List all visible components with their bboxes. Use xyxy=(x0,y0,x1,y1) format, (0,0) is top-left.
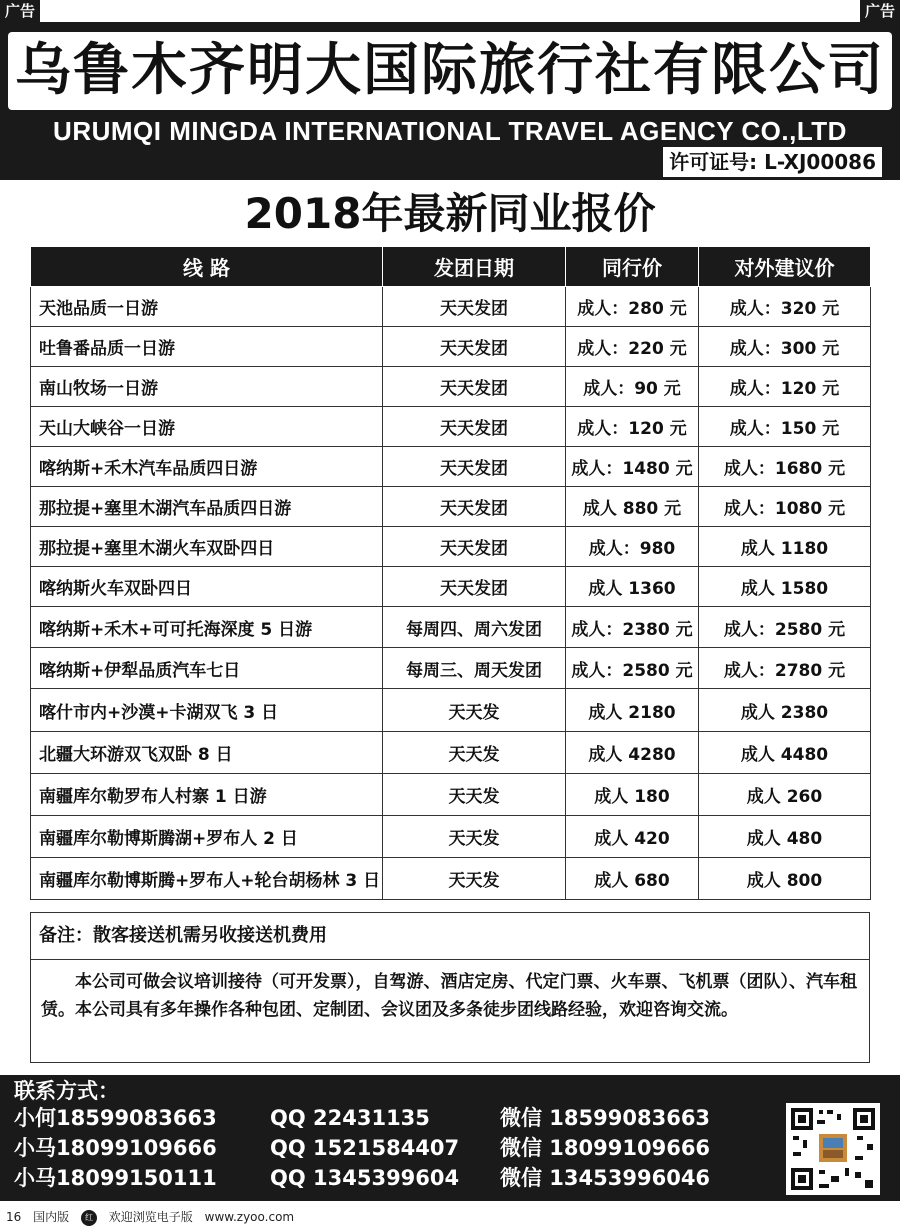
table-row xyxy=(31,367,871,407)
qr-code-icon xyxy=(786,1103,880,1195)
retail-price-cell: 成人：1080 元 xyxy=(699,487,871,527)
company-header xyxy=(0,22,900,180)
contact-title: 联系方式： xyxy=(14,1079,119,1103)
contact-phone: 小马18099109666 xyxy=(14,1136,217,1160)
table-row xyxy=(31,527,871,567)
company-name-cn: 乌鲁木齐明大国际旅行社有限公司 xyxy=(8,32,892,110)
header-trade-price: 同行价 xyxy=(566,247,699,287)
table-row xyxy=(31,607,871,648)
contact-qq: QQ 1521584407 xyxy=(270,1136,460,1160)
trade-price-cell: 成人：280 元 xyxy=(566,287,699,327)
route-cell: 喀纳斯+伊犁品质汽车七日 xyxy=(31,648,383,689)
date-cell: 天天发团 xyxy=(383,327,566,367)
date-cell: 天天发 xyxy=(383,774,566,816)
route-cell: 天山大峡谷一日游 xyxy=(31,407,383,447)
date-cell: 天天发团 xyxy=(383,287,566,327)
retail-price-cell: 成人 2380 xyxy=(699,689,871,732)
retail-price-cell: 成人 4480 xyxy=(699,732,871,774)
price-table xyxy=(30,246,871,900)
page-number: 16 xyxy=(6,1210,22,1224)
table-row xyxy=(31,407,871,447)
date-cell: 天天发团 xyxy=(383,407,566,447)
retail-price-cell: 成人 260 xyxy=(699,774,871,816)
page-footer xyxy=(0,1205,900,1230)
retail-price-cell: 成人：2580 元 xyxy=(699,607,871,648)
date-cell: 天天发 xyxy=(383,816,566,858)
contact-wechat: 微信 13453996046 xyxy=(500,1166,711,1190)
ad-label-right: 广告 xyxy=(860,0,900,22)
route-cell: 喀纳斯+禾木汽车品质四日游 xyxy=(31,447,383,487)
retail-price-cell: 成人 800 xyxy=(699,858,871,900)
date-cell: 天天发团 xyxy=(383,367,566,407)
table-header-row xyxy=(31,247,871,287)
trade-price-cell: 成人 420 xyxy=(566,816,699,858)
table-row xyxy=(31,816,871,858)
trade-price-cell: 成人 1360 xyxy=(566,567,699,607)
trade-price-cell: 成人：2380 元 xyxy=(566,607,699,648)
route-cell: 南疆库尔勒博斯腾湖+罗布人 2 日 xyxy=(31,816,383,858)
table-row xyxy=(31,487,871,527)
date-cell: 天天发团 xyxy=(383,487,566,527)
table-row xyxy=(31,567,871,607)
contact-qq: QQ 1345399604 xyxy=(270,1166,460,1190)
trade-price-cell: 成人 4280 xyxy=(566,732,699,774)
retail-price-cell: 成人：1680 元 xyxy=(699,447,871,487)
ad-label-left: 广告 xyxy=(0,0,40,22)
trade-price-cell: 成人 180 xyxy=(566,774,699,816)
publisher-logo-icon: 红 xyxy=(81,1210,97,1226)
table-row xyxy=(31,689,871,732)
date-cell: 天天发 xyxy=(383,732,566,774)
remark-note: 备注：散客接送机需另收接送机费用 xyxy=(30,912,870,960)
welcome-text: 欢迎浏览电子版 xyxy=(108,1210,193,1224)
route-cell: 喀什市内+沙漠+卡湖双飞 3 日 xyxy=(31,689,383,732)
route-cell: 那拉提+塞里木湖火车双卧四日 xyxy=(31,527,383,567)
table-row xyxy=(31,327,871,367)
retail-price-cell: 成人 1580 xyxy=(699,567,871,607)
date-cell: 每周三、周天发团 xyxy=(383,648,566,689)
header-date: 发团日期 xyxy=(383,247,566,287)
route-cell: 南疆库尔勒博斯腾+罗布人+轮台胡杨林 3 日 xyxy=(31,858,383,900)
trade-price-cell: 成人：2580 元 xyxy=(566,648,699,689)
contact-wechat: 微信 18099109666 xyxy=(500,1136,711,1160)
contact-section xyxy=(0,1075,900,1201)
table-row xyxy=(31,447,871,487)
trade-price-cell: 成人 880 元 xyxy=(566,487,699,527)
date-cell: 天天发 xyxy=(383,858,566,900)
route-cell: 那拉提+塞里木湖汽车品质四日游 xyxy=(31,487,383,527)
contact-qq: QQ 22431135 xyxy=(270,1106,430,1130)
retail-price-cell: 成人：2780 元 xyxy=(699,648,871,689)
date-cell: 每周四、周六发团 xyxy=(383,607,566,648)
contact-phone: 小马18099150111 xyxy=(14,1166,217,1190)
retail-price-cell: 成人：300 元 xyxy=(699,327,871,367)
table-row xyxy=(31,858,871,900)
table-row xyxy=(31,774,871,816)
header-retail-price: 对外建议价 xyxy=(699,247,871,287)
route-cell: 喀纳斯+禾木+可可托海深度 5 日游 xyxy=(31,607,383,648)
retail-price-cell: 成人 480 xyxy=(699,816,871,858)
trade-price-cell: 成人：1480 元 xyxy=(566,447,699,487)
contact-phone: 小何18599083663 xyxy=(14,1106,217,1130)
company-intro: 本公司可做会议培训接待（可开发票），自驾游、酒店定房、代定门票、火车票、飞机票（团队）、汽车租赁。本公司具有多年操作各种包团、定制团、会议团及多条徒步团线路经验，欢迎咨询交流。 xyxy=(30,959,870,1063)
route-cell: 北疆大环游双飞双卧 8 日 xyxy=(31,732,383,774)
retail-price-cell: 成人：150 元 xyxy=(699,407,871,447)
trade-price-cell: 成人：980 xyxy=(566,527,699,567)
date-cell: 天天发 xyxy=(383,689,566,732)
retail-price-cell: 成人 1180 xyxy=(699,527,871,567)
header-route: 线 路 xyxy=(31,247,383,287)
trade-price-cell: 成人 680 xyxy=(566,858,699,900)
route-cell: 喀纳斯火车双卧四日 xyxy=(31,567,383,607)
trade-price-cell: 成人：220 元 xyxy=(566,327,699,367)
trade-price-cell: 成人：120 元 xyxy=(566,407,699,447)
ad-strip xyxy=(0,0,900,22)
trade-price-cell: 成人：90 元 xyxy=(566,367,699,407)
table-row xyxy=(31,732,871,774)
trade-price-cell: 成人 2180 xyxy=(566,689,699,732)
route-cell: 天池品质一日游 xyxy=(31,287,383,327)
date-cell: 天天发团 xyxy=(383,567,566,607)
edition-label: 国内版 xyxy=(33,1210,70,1224)
retail-price-cell: 成人：120 元 xyxy=(699,367,871,407)
date-cell: 天天发团 xyxy=(383,447,566,487)
contact-wechat: 微信 18599083663 xyxy=(500,1106,711,1130)
page-title: 2018年最新同业报价 xyxy=(244,189,656,238)
route-cell: 南山牧场一日游 xyxy=(31,367,383,407)
website-link[interactable]: www.zyoo.com xyxy=(204,1210,295,1224)
route-cell: 吐鲁番品质一日游 xyxy=(31,327,383,367)
company-name-en: URUMQI MINGDA INTERNATIONAL TRAVEL AGENCY CO.,LTD xyxy=(53,116,847,146)
date-cell: 天天发团 xyxy=(383,527,566,567)
retail-price-cell: 成人：320 元 xyxy=(699,287,871,327)
license-number: 许可证号: L-XJ00086 xyxy=(663,147,882,177)
route-cell: 南疆库尔勒罗布人村寨 1 日游 xyxy=(31,774,383,816)
table-row xyxy=(31,648,871,689)
table-row xyxy=(31,287,871,327)
